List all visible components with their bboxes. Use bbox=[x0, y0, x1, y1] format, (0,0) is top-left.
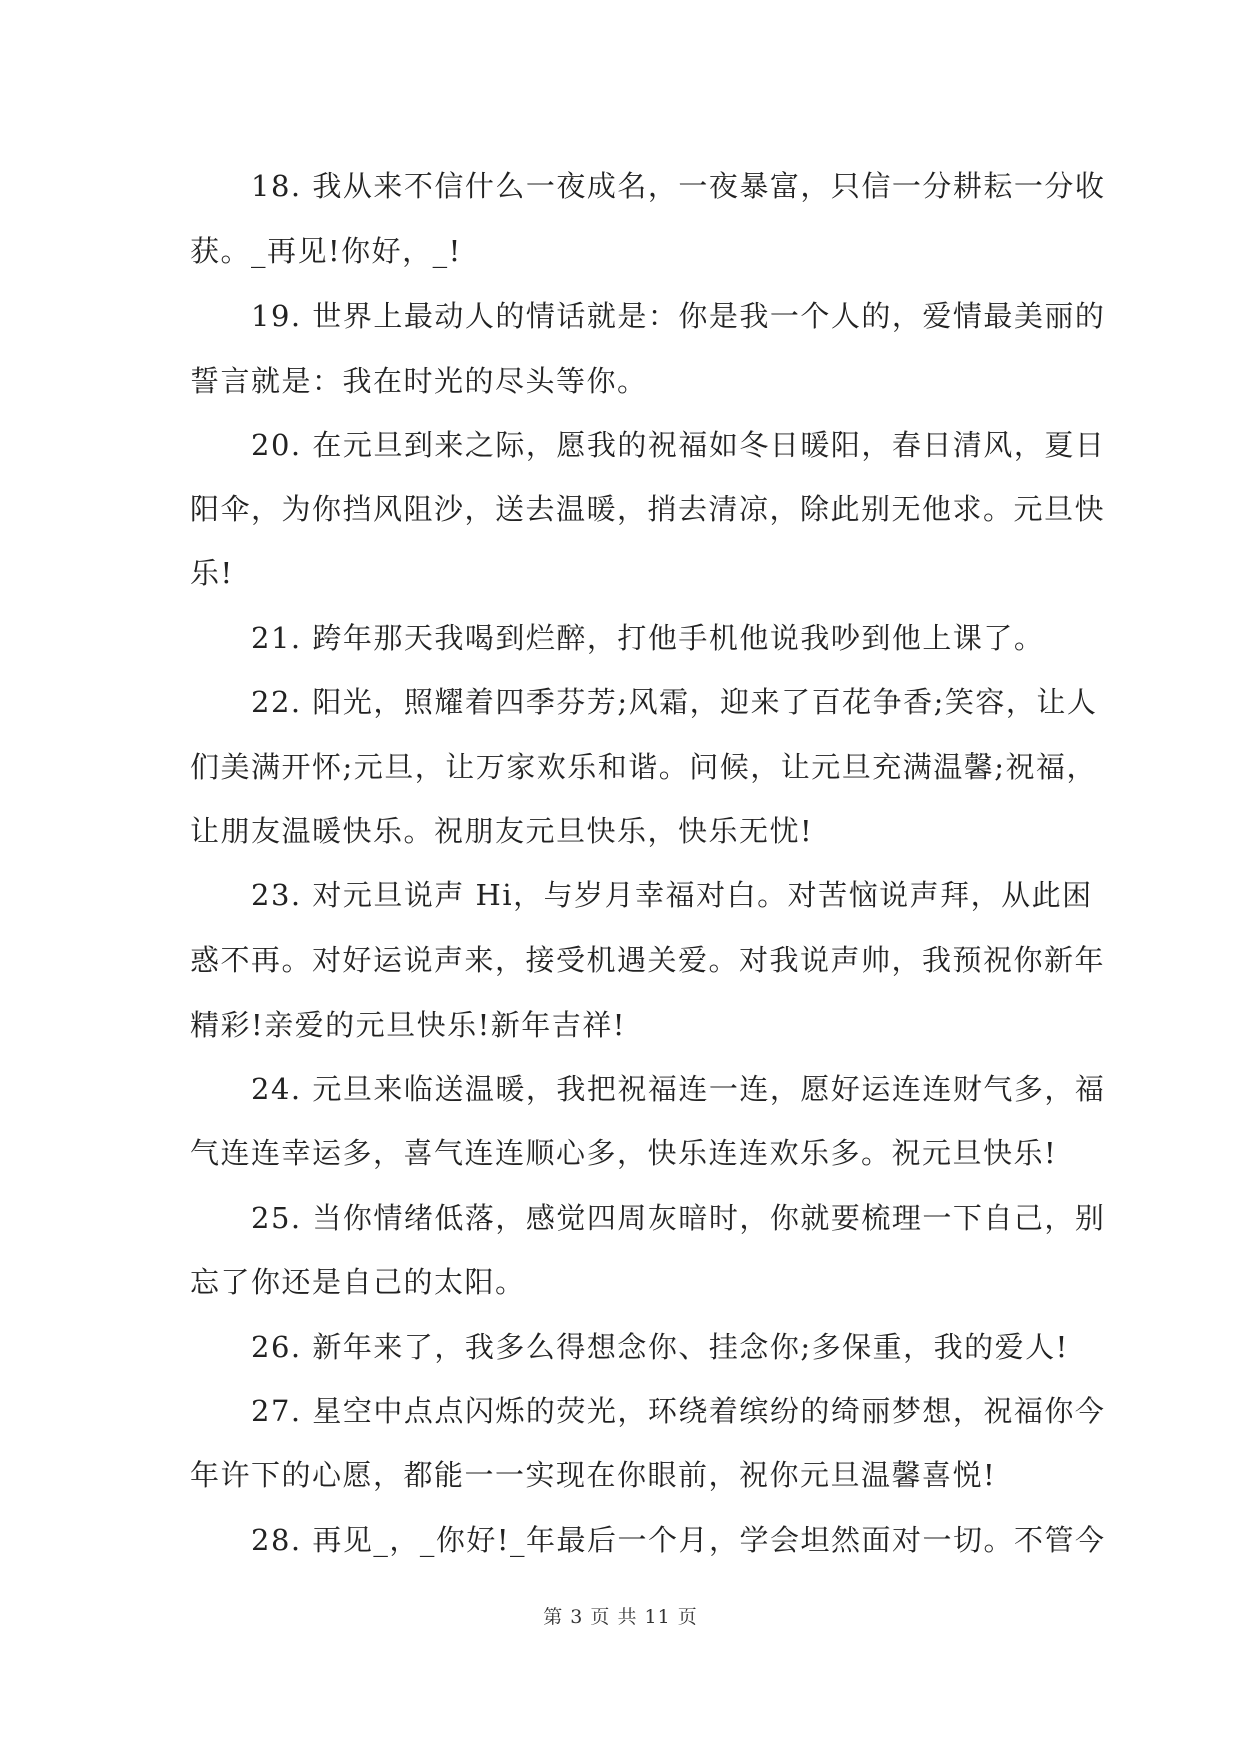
text-line: 惑不再。对好运说声来，接受机遇关爱。对我说声帅，我预祝你新年 bbox=[190, 943, 1106, 977]
text-line: 28. 再见_，_你好!_年最后一个月，学会坦然面对一切。不管今 bbox=[190, 1523, 1106, 1557]
text-line: 忘了你还是自己的太阳。 bbox=[190, 1265, 526, 1299]
text-line: 18. 我从来不信什么一夜成名，一夜暴富，只信一分耕耘一分收 bbox=[190, 169, 1106, 203]
text-line: 24. 元旦来临送温暖，我把祝福连一连，愿好运连连财气多，福 bbox=[190, 1072, 1106, 1106]
text-line: 年许下的心愿，都能一一实现在你眼前，祝你元旦温馨喜悦! bbox=[190, 1458, 997, 1492]
text-line: 23. 对元旦说声 Hi，与岁月幸福对白。对苦恼说声拜，从此困 bbox=[190, 878, 1093, 912]
text-line: 们美满开怀;元旦，让万家欢乐和谐。问候，让元旦充满温馨;祝福， bbox=[190, 750, 1098, 784]
text-line: 27. 星空中点点闪烁的荧光，环绕着缤纷的绮丽梦想，祝福你今 bbox=[190, 1394, 1106, 1428]
text-line: 誓言就是：我在时光的尽头等你。 bbox=[190, 364, 648, 398]
text-line: 阳伞，为你挡风阻沙，送去温暖，捎去清凉，除此别无他求。元旦快 bbox=[190, 492, 1106, 526]
page-footer: 第 3 页 共 11 页 bbox=[543, 1606, 698, 1628]
text-line: 25. 当你情绪低落，感觉四周灰暗时，你就要梳理一下自己，别 bbox=[190, 1201, 1106, 1235]
text-line: 精彩!亲爱的元旦快乐!新年吉祥! bbox=[190, 1008, 626, 1042]
text-line: 让朋友温暖快乐。祝朋友元旦快乐，快乐无忧! bbox=[190, 814, 814, 848]
text-line: 乐! bbox=[190, 556, 234, 590]
text-line: 26. 新年来了，我多么得想念你、挂念你;多保重，我的爱人! bbox=[190, 1330, 1069, 1364]
text-line: 21. 跨年那天我喝到烂醉，打他手机他说我吵到他上课了。 bbox=[190, 621, 1045, 655]
text-line: 22. 阳光，照耀着四季芬芳;风霜，迎来了百花争香;笑容，让人 bbox=[190, 685, 1098, 719]
text-line: 气连连幸运多，喜气连连顺心多，快乐连连欢乐多。祝元旦快乐! bbox=[190, 1136, 1058, 1170]
text-line: 获。_再见!你好，_! bbox=[190, 234, 462, 268]
text-line: 20. 在元旦到来之际，愿我的祝福如冬日暖阳，春日清风，夏日 bbox=[190, 428, 1106, 462]
text-line: 19. 世界上最动人的情话就是：你是我一个人的，爱情最美丽的 bbox=[190, 299, 1106, 333]
